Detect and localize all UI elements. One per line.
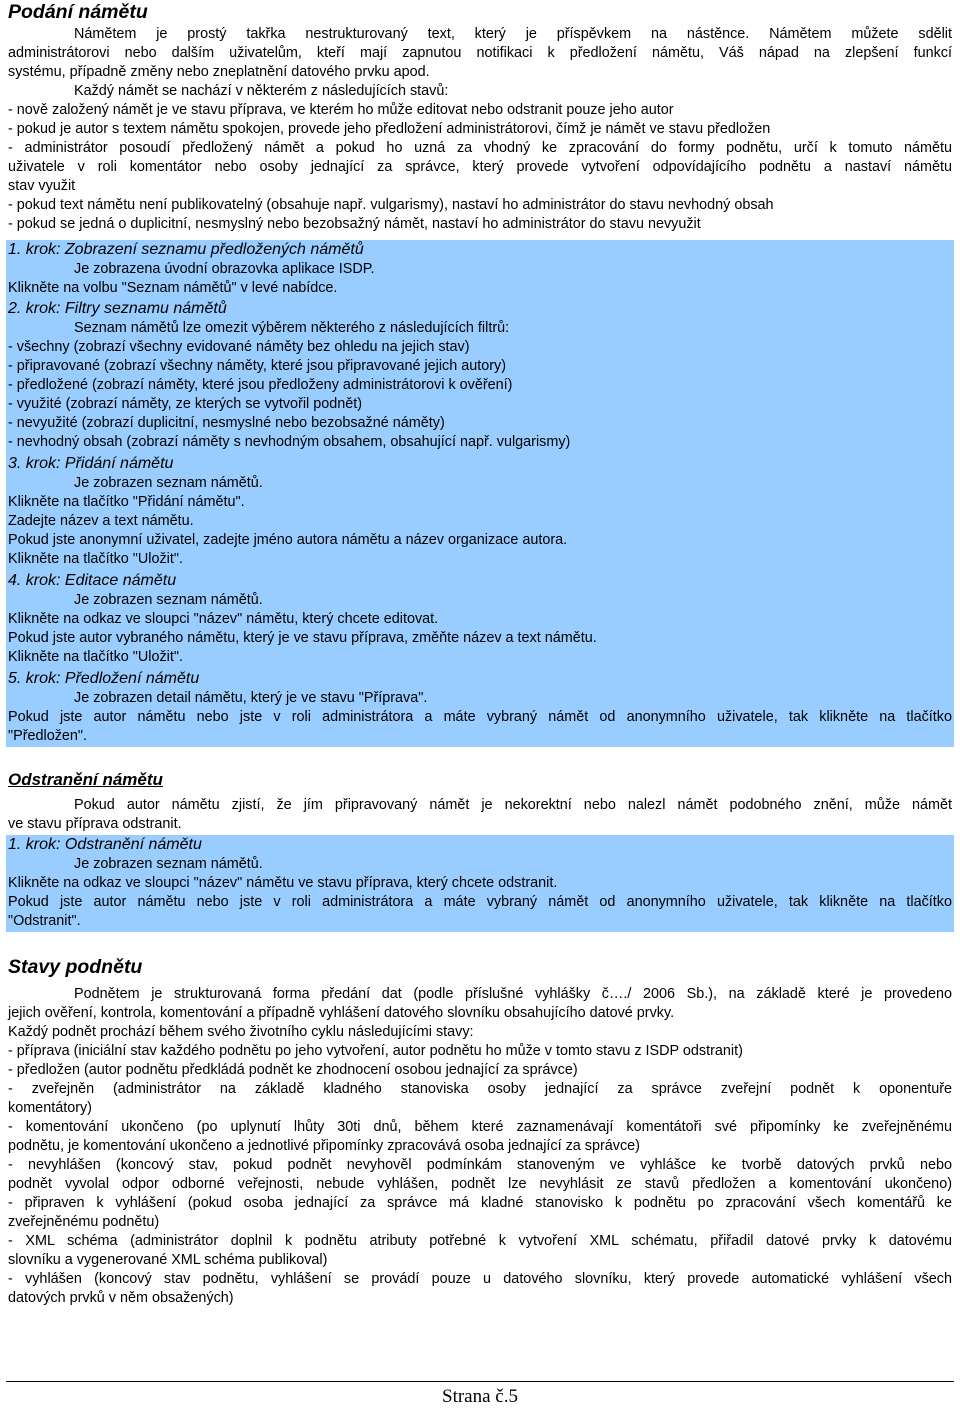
section-title-podani-nametu: Podání námětu (8, 1, 148, 23)
section-title-odstraneni-nametu: Odstranění námětu (8, 770, 163, 789)
step-line: Pokud jste autor námětu nebo jste v roli administrátora a máte vybraný námět od anonymního uživatele, tak klikněte na tlačítko (8, 709, 952, 725)
state-item: - nově založený námět je ve stavu příprava, ve kterém ho může editovat nebo odstranit pouze jeho autor (8, 102, 674, 118)
footer-divider (6, 1381, 954, 1382)
step-line: Pokud jste autor vybraného námětu, který je ve stavu příprava, změňte název a text námětu. (8, 630, 597, 646)
step-line: Pokud jste autor námětu nebo jste v roli administrátora a máte vybraný námět od anonymního uživatele, tak klikněte na tlačítko (8, 894, 952, 910)
podnet-state-item: - XML schéma (administrátor doplnil k podnětu atributy potřebné k vytvoření XML schématu, přiřadil datové prvky k datovému (8, 1233, 952, 1249)
step-title: 4. krok: Editace námětu (8, 572, 177, 589)
step-title: 3. krok: Přidání námětu (8, 455, 174, 472)
section3-line: jejich ověření, kontrola, komentování a případně vyhlášení datového slovníku obsahujícího datové prvky. (8, 1005, 675, 1021)
step-line: Klikněte na odkaz ve sloupci "název" námětu ve stavu příprava, který chcete odstranit. (8, 875, 558, 891)
step-line: Je zobrazen detail námětu, který je ve stavu "Příprava". (74, 690, 428, 706)
state-item: - pokud text námětu není publikovatelný (obsahuje např. vulgarismy), nastaví ho administrátor do stavu nevhodný obsah (8, 197, 774, 213)
podnet-state-item: zveřejněnému podnětu) (8, 1214, 160, 1230)
podnet-state-item: - vyhlášen (koncový stav podnětu, vyhlášení se provádí pouze u datového slovníku, který provede automatické vyhlášení všech (8, 1271, 952, 1287)
step-line: Klikněte na tlačítko "Uložit". (8, 551, 183, 567)
step-line: Je zobrazen seznam námětů. (74, 856, 263, 872)
podnet-state-item: podnětu, je komentování ukončeno a jednotlivé připomínky zpracovává osoba jednající za správce) (8, 1138, 640, 1154)
filter-item: - využité (zobrazí náměty, ze kterých se vytvořil podnět) (8, 396, 363, 412)
page-number: Strana č.5 (442, 1386, 518, 1407)
podnet-state-item: - komentování ukončeno (po uplynutí lhůty 30ti dnů, během které zaznamenávají komentátoři své připomínky ke zveřejněnému (8, 1119, 952, 1135)
filter-item: - všechny (zobrazí všechny evidované náměty bez ohledu na jejich stav) (8, 339, 470, 355)
podnet-state-item: komentátory) (8, 1100, 92, 1116)
step-line: Pokud jste anonymní uživatel, zadejte jméno autora námětu a název organizace autora. (8, 532, 568, 548)
step-line: "Odstranit". (8, 913, 81, 929)
filter-item: - předložené (zobrazí náměty, které jsou předloženy administrátorovi k ověření) (8, 377, 513, 393)
state-item: stav využit (8, 178, 76, 194)
step-title: 1. krok: Zobrazení seznamu předložených námětů (8, 241, 364, 258)
state-item: uživatele v roli komentátor nebo osoby jednající za správce, který provede vytvoření odpovídajícího podnětu a nastaví námětu (8, 159, 952, 175)
intro-line: Námětem je prostý takřka nestrukturovaný text, který je příspěvkem na nástěnce. Námětem můžete sdělit (74, 26, 952, 42)
state-item: - pokud je autor s textem námětu spokojen, provede jeho předložení administrátorovi, čímž je námět ve stavu předložen (8, 121, 771, 137)
podnet-state-item: - připraven k vyhlášení (pokud osoba jednající za správce má kladné stanovisko k podnětu po zpracování všech komentářů ke (8, 1195, 952, 1211)
section2-intro: Pokud autor námětu zjistí, že jím připravovaný námět je nekorektní nebo nalezl námět podobného znění, může námět (74, 797, 952, 813)
step-line: Je zobrazen seznam námětů. (74, 475, 263, 491)
step-line: Klikněte na tlačítko "Uložit". (8, 649, 183, 665)
podnet-state-item: - předložen (autor podnětu předkládá podnět ke zhodnocení osobou jednající za správce) (8, 1062, 578, 1078)
podnet-state-item: slovníku a vygenerované XML schéma publikoval) (8, 1252, 328, 1268)
section3-line: Každý podnět prochází během svého životního cyklu následujícími stavy: (8, 1024, 474, 1040)
step-line: Seznam námětů lze omezit výběrem některého z následujících filtrů: (74, 320, 510, 336)
intro-line: administrátorovi nebo dalším uživatelům, kteří mají zapnutou notifikaci k předložení námětu, Váš nápad na zlepšení funkcí (8, 45, 952, 61)
state-item: - administrátor posoudí předložený námět a pokud ho uzná za vhodný ke zpracování do formy podnětu, určí k tomuto námětu (8, 140, 952, 156)
section2-intro: ve stavu příprava odstranit. (8, 816, 182, 832)
podnet-state-item: - nevyhlášen (koncový stav, pokud podnět nevyhověl podmínkám stanoveným ve vyhlášce ke tvorbě datových prvků nebo (8, 1157, 952, 1173)
step-title: 2. krok: Filtry seznamu námětů (8, 300, 227, 317)
step-line: "Předložen". (8, 728, 88, 744)
podnet-state-item: podnět vyvolal odpor odborné veřejnosti, nebude vyhlášen, podnět lze nevyhlásit ze stavů předložen a komentování ukončeno) (8, 1176, 952, 1192)
step-line: Je zobrazena úvodní obrazovka aplikace ISDP. (74, 261, 375, 277)
section3-line: Podnětem je strukturovaná forma předání dat (podle příslušné vyhlášky č…./ 2006 Sb.), na základě které je provedeno (74, 986, 952, 1002)
step-line: Zadejte název a text námětu. (8, 513, 194, 529)
intro-line: systému, případně změny nebo zneplatnění datového prvku apod. (8, 64, 430, 80)
podnet-state-item: - zveřejněn (administrátor na základě kladného stanoviska osoby jednající za správce zveřejní podnět k oponentuře (8, 1081, 952, 1097)
filter-item: - nevyužité (zobrazí duplicitní, nesmyslné nebo bezobsažné náměty) (8, 415, 445, 431)
step-title: 5. krok: Předložení námětu (8, 670, 200, 687)
step-title: 1. krok: Odstranění námětu (8, 836, 202, 853)
step-line: Klikněte na volbu "Seznam námětů" v levé nabídce. (8, 280, 338, 296)
section-title-stavy-podnetu: Stavy podnětu (8, 956, 143, 978)
states-intro: Každý námět se nachází v některém z následujících stavů: (74, 83, 449, 99)
podnet-state-item: - příprava (iniciální stav každého podnětu po jeho vytvoření, autor podnětu ho může v tomto stavu z ISDP odstranit) (8, 1043, 743, 1059)
filter-item: - nevhodný obsah (zobrazí náměty s nevhodným obsahem, obsahující např. vulgarismy) (8, 434, 571, 450)
step-line: Klikněte na tlačítko "Přidání námětu". (8, 494, 245, 510)
step-line: Je zobrazen seznam námětů. (74, 592, 263, 608)
podnet-state-item: datových prvků v něm obsažených) (8, 1290, 234, 1306)
step-line: Klikněte na odkaz ve sloupci "název" námětu, který chcete editovat. (8, 611, 439, 627)
filter-item: - připravované (zobrazí všechny náměty, které jsou připravované jejich autory) (8, 358, 507, 374)
state-item: - pokud se jedná o duplicitní, nesmyslný nebo bezobsažný námět, nastaví ho administrátor do stavu nevyužit (8, 216, 701, 232)
